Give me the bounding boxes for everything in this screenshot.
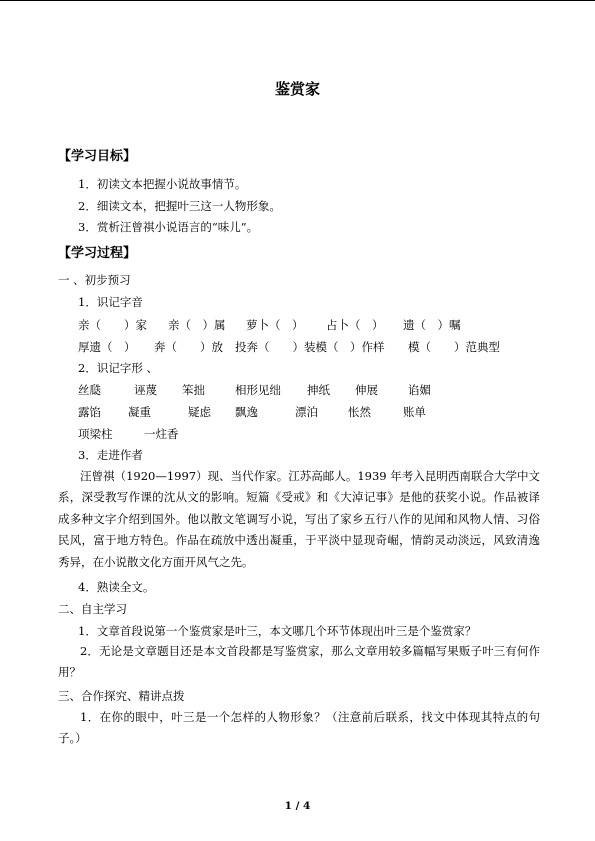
shape-item: 凝重 [128,405,151,419]
part1-item2: 2．识记字形 、 [78,361,158,375]
shape-item: 项梁柱 [78,427,113,441]
part1-item4: 4．熟读全文。 [78,580,155,594]
shape-item: 谄媚 [408,383,431,397]
shape-item: 怅然 [348,405,371,419]
shape-item: 露馅 [78,405,101,419]
page-number: 1 / 4 [284,800,311,812]
goal-2: 2．细读文本，把握叶三这一人物形象。 [78,199,281,213]
author-paragraph: 汪曾祺（1920—1997）现、当代作家。江苏高邮人。1939 年考入昆明西南联合大学中文系，深受教写作课的沈从文的影响。短篇《受戒》和《大淖记事》是他的获奖小说。作品被译成多种文字介绍到国外。他以散文笔调写小说，写出了家乡五行八作的见闻和风物人情、习俗民风，富于地方特色。作品在疏放中透出凝重，于平淡中显现奇崛，情韵灵动淡远，风致清逸秀异，在小说散文化方面开风气之先。 [58,469,540,569]
pinyin-item: 奔（ ）放 [154,340,223,354]
shape-item: 丝瓞 [78,383,101,397]
pinyin-item: 占卜（ ） [326,318,384,332]
page-title: 鉴赏家 [274,80,320,98]
shape-item: 飘逸 [235,405,258,419]
top-rule [0,0,595,1]
shape-item: 诬蔑 [134,383,157,397]
shape-item: 一炷香 [144,427,179,441]
pinyin-item: 模（ ）范典型 [408,340,500,354]
part1-item1: 1．识记字音 [78,295,143,309]
shape-item: 笨拙 [182,383,205,397]
part3-question-1: 1．在你的眼中，叶三是一个怎样的人物形象？（注意前后联系，找文中体现其特点的句子。） [58,710,540,746]
pinyin-item: 投奔（ ）装模（ ）作样 [235,340,385,354]
process-heading: 【学习过程】 [58,246,137,261]
part1-heading: 一 、初步预习 [58,273,131,287]
goal-3: 3．赏析汪曾祺小说语言的“味儿”。 [78,220,259,234]
part2-question-2: 2．无论是文章题目还是本文首段都是写鉴赏家，那么文章用较多篇幅写果贩子叶三有何作用？ [58,644,540,680]
goals-heading: 【学习目标】 [58,149,137,164]
pinyin-item: 亲（ ）家 [78,318,147,332]
pinyin-item: 萝卜（ ） [246,318,304,332]
shape-item: 抻纸 [307,383,330,397]
shape-item: 伸展 [355,383,378,397]
pinyin-item: 厚遗（ ） [78,340,136,354]
shape-item: 账单 [403,405,426,419]
part2-question-1: 1．文章首段说第一个鉴赏家是叶三，本文哪几个环节体现出叶三是个鉴赏家？ [78,624,477,638]
shape-item: 相形见绌 [235,383,281,397]
pinyin-item: 遗（ ）嘱 [403,318,461,332]
part2-heading: 二、自主学习 [58,602,127,616]
shape-item: 漂泊 [295,405,318,419]
shape-item: 疑虑 [188,405,211,419]
goal-1: 1．初读文本把握小说故事情节。 [78,177,247,191]
part3-heading: 三、合作探究、精讲点拨 [58,689,185,703]
part1-item3: 3．走进作者 [78,448,143,462]
pinyin-item: 亲（ ）属 [168,318,226,332]
